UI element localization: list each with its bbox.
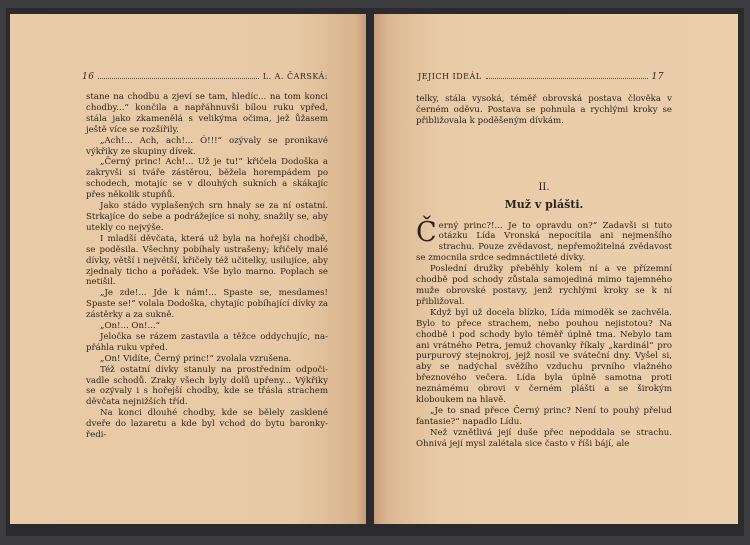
paragraph: telky, stála vysoká, téměř obrovská postava člověka v černém oděvu. Postava se pohnula a rychlými kroky se přibližovala k poděšeným dívkám.	[416, 94, 672, 126]
right-body-text	[416, 94, 672, 450]
paragraph: Též ostatní dívky stanuly na prostředním odpočivadle schodů. Zraky všech byly dolů upřeny... Výkřiky se ozývaly i s hořejší chodby, kde se třásla strachem děvčata nejnižších tříd.	[86, 364, 328, 408]
first-paragraph	[416, 216, 672, 265]
paragraph: Na konci dlouhé chodby, kde se bělely zasklené dveře do lazaretu a kde byl vchod do bytu baronky-ředi-	[86, 408, 328, 441]
chapter-title: Muž v plášti.	[504, 197, 584, 211]
running-head-author: L. A. ČARSKÁ:	[262, 72, 328, 81]
left-page	[10, 14, 366, 524]
left-body-text	[86, 92, 328, 441]
paragraph: Jeločka se rázem zastavila a těžce oddychujíc, napřáhla ruku vpřed.	[86, 331, 328, 353]
paragraph: „Černý princ! Ach!... Už je tu!“ křičela Dodoška a zakryvši si tváře zástěrou, běžela horempádem po schodech, motajíc se v dlouhých sukních a skákajíc přes několik stupňů.	[86, 157, 328, 201]
chapter-number: II.	[538, 181, 550, 193]
paragraph: I mladší děvčata, která už byla na hořejší chodbě, se poděsila. Všechny pobíhaly ustrašeny; křičely malé dívky, větší i největší, křičely též učitelky, usilujíce, aby zjednaly ticho a pořádek. Vše bylo marno. Poplach se netišil.	[86, 233, 328, 288]
paragraph: Než vznětlivá její duše přec nepoddala se strachu. Ohnivá její mysl zalétala sice často v říši bájí, ale	[416, 427, 672, 449]
page-number: 16	[82, 72, 95, 82]
first-paragraph-text: erný princ?!... Je to opravdu on?“ Zadavši si tuto otázku Lída Vronská nepocítila ani nejmenšího strachu. Pouze zvědavost, nepřemožitelná zvědavost se zmocnila srdce sedmnáctileté dívky.	[416, 220, 672, 264]
book-spread	[6, 8, 744, 536]
paragraph: stane na chodbu a zjeví se tam, hledíc... na tom konci chodby...“ končila a napřáhnuvši bílou ruku vpřed, stála jako zkamenělá s velikýma očima, jež ůžasem ještě více se rozšířily.	[86, 92, 328, 135]
paragraph: Když byl už docela blízko, Lída mimoděk se zachvěla. Bylo to přece strachem, nebo pouhou nejistotou? Na chodbě i pod schody bylo téměř úplně tma. Nebylo tam ani vrátného Petra, jemuž chovanky říkaly „kardinál“ pro purpurový stejnokroj, jejž nosil ve sváteční dny. Vyšel si, aby se nadýchal svěžího vzduchu prvního vlažného březnového večera. Lída byla úplně samotna proti neznámému obrovi v černém plášti a se širokým kloboukem na hlavě.	[416, 307, 672, 406]
paragraph: „On!... On!...“	[100, 321, 161, 332]
page-number: 17	[651, 72, 664, 82]
paragraph: „Je to snad přece Černý princ? Není to pouhý přelud fantasie?“ napadlo Lídu.	[416, 405, 672, 427]
right-running-head	[418, 72, 664, 82]
left-running-head	[82, 72, 328, 82]
right-page	[374, 14, 738, 524]
dot-leader	[486, 72, 648, 79]
paragraph: Poslední družky přeběhly kolem ní a ve přízemní chodbě pod schody zůstala samojediná mimo tajemného muže obrovské postavy, jenž rychlými kroky se k ní přibližoval.	[416, 264, 672, 307]
drop-cap: Č	[416, 216, 437, 248]
paragraph: „Ach!... Ach, ach!... Ó!!!“ ozývaly se pronikavé výkřiky ze skupiny dívek.	[86, 135, 328, 157]
paragraph: Jako stádo vyplašených srn hnaly se za ní ostatní. Strkajíce do sebe a podrážejíce si nohy, snažily se, aby utekly co nejvýše.	[86, 201, 328, 233]
running-head-title: JEJICH IDEÁL	[418, 72, 482, 81]
paragraph: „On! Vidíte, Černý princ!“ zvolala vzrušena.	[100, 353, 292, 364]
dot-leader	[98, 72, 258, 79]
paragraph: „Je zde!... Jde k nám!... Spaste se, mesdames! Spaste se!“ volala Dodoška, chytajíc pobíhající dívky za zástěrky a za sukně.	[86, 288, 328, 321]
